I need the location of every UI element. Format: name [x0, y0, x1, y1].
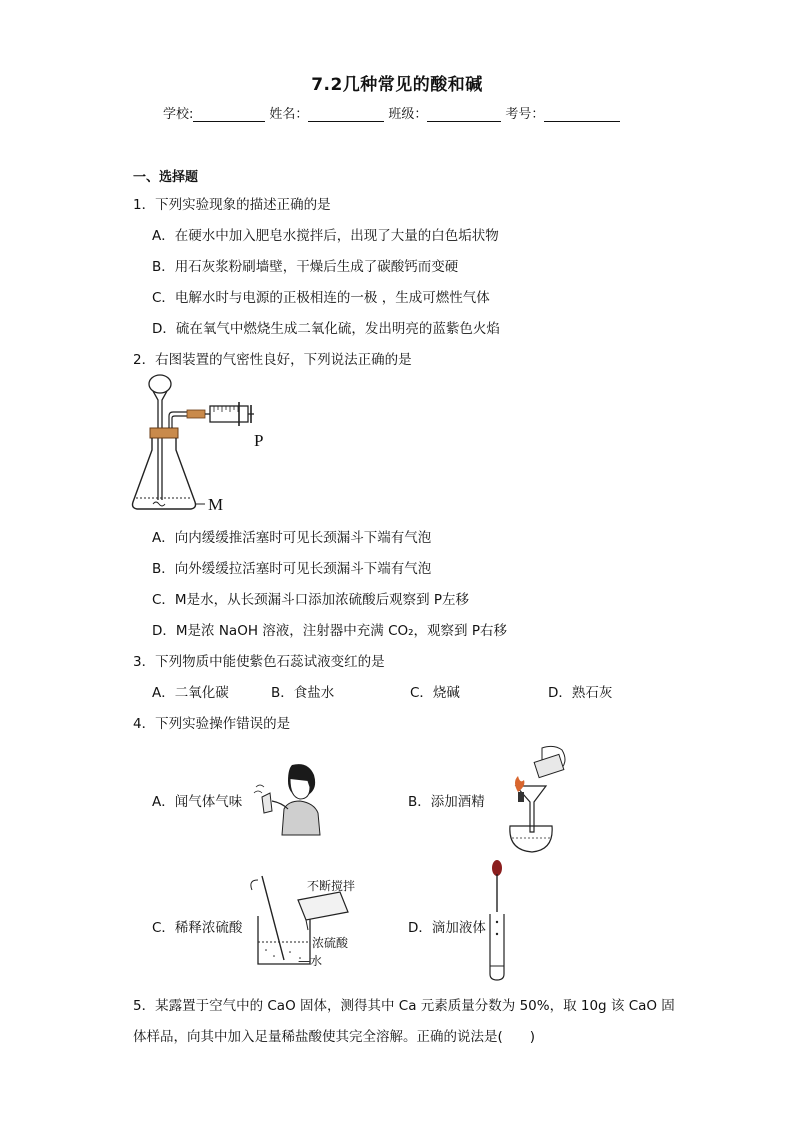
- lamp-wick: [518, 792, 524, 802]
- question-4-option-d: D．滴加液体: [408, 920, 486, 936]
- question-4-option-a: A．闻气体气味: [152, 794, 243, 810]
- syringe-scale: [214, 406, 238, 412]
- water-label: —水: [298, 954, 323, 968]
- question-2-option-b: B．向外缓缓拉活塞时可见长颈漏斗下端有气泡: [152, 561, 432, 577]
- face: [290, 779, 310, 799]
- water-label-text: 水: [310, 954, 323, 968]
- liquid-label-m: M: [208, 495, 224, 514]
- rubber-stopper: [150, 428, 178, 438]
- exam-number-blank[interactable]: [544, 107, 620, 122]
- rubber-connector: [187, 410, 205, 418]
- test-tube: [490, 914, 504, 980]
- pointer-label-p: P: [254, 431, 264, 450]
- alcohol-bottle: [534, 754, 564, 777]
- question-1-option-d: D．硫在氧气中燃烧生成二氧化硫，发出明亮的蓝紫色火焰: [152, 321, 500, 337]
- glass-rod: [262, 876, 284, 960]
- syringe-barrel: [210, 406, 248, 422]
- question-5-stem-line-1: 5．某露置于空气中的 CaO 固体，测得其中 Ca 元素质量分数为 50%，取 10g 该 CaO 固: [133, 998, 675, 1014]
- dropping-liquid-figure: [484, 858, 514, 983]
- question-1-option-b: B．用石灰浆粉刷墙壁，干燥后生成了碳酸钙而变硬: [152, 259, 459, 275]
- question-2-stem: 2．右图装置的气密性良好，下列说法正确的是: [133, 352, 412, 368]
- section-heading: 一、选择题: [133, 170, 199, 185]
- stir-arrow: [251, 880, 258, 890]
- question-4-option-c: C．稀释浓硫酸: [152, 920, 243, 936]
- student-info-line: [163, 103, 624, 122]
- question-3-option-d: D．熟石灰: [548, 685, 613, 701]
- question-3-option-c: C．烧碱: [410, 685, 460, 701]
- question-1-option-c: C．电解水时与电源的正极相连的一极 ，生成可燃性气体: [152, 290, 490, 306]
- question-2-option-c: C．M是水，从长颈漏斗口添加浓硫酸后观察到 P左移: [152, 592, 470, 608]
- flask-syringe-apparatus-figure: [125, 372, 255, 520]
- question-2-option-a: A．向内缓缓推活塞时可见长颈漏斗下端有气泡: [152, 530, 432, 546]
- acid-label: 浓硫酸: [312, 936, 349, 950]
- question-5-stem-line-2: 体样品，向其中加入足量稀盐酸使其完全溶解。正确的说法是( ): [133, 1029, 536, 1045]
- shirt: [282, 801, 320, 835]
- school-label: 学校:: [163, 107, 194, 122]
- dropper-bulb: [492, 860, 502, 876]
- exam-number-label: 考号：: [505, 107, 545, 122]
- question-1-stem: 1．下列实验现象的描述正确的是: [133, 197, 331, 213]
- alcohol-lamp: [510, 826, 552, 852]
- question-1-option-a: A．在硬水中加入肥皂水搅拌后，出现了大量的白色垢状物: [152, 228, 499, 244]
- name-label: 姓名：: [269, 107, 309, 122]
- smelling-gas-figure: [248, 757, 324, 837]
- stir-label: 不断搅拌: [307, 879, 356, 893]
- question-3-option-b: B．食盐水: [271, 685, 335, 701]
- funnel-stem: [153, 391, 167, 500]
- name-blank[interactable]: [308, 107, 384, 122]
- question-4-option-b: B．添加酒精: [408, 794, 485, 810]
- question-2-option-d: D．M是浓 NaOH 溶液，注射器中充满 CO₂，观察到 P右移: [152, 623, 507, 639]
- funnel-bulb: [149, 375, 171, 393]
- class-blank[interactable]: [427, 107, 501, 122]
- page-title: 7.2几种常见的酸和碱: [311, 75, 483, 95]
- acid-bottle: [298, 892, 348, 920]
- bubbles: [153, 502, 165, 506]
- gas-bottle: [262, 793, 272, 813]
- school-blank[interactable]: [193, 107, 265, 122]
- question-3-option-a: A．二氧化碳: [152, 685, 229, 701]
- question-4-stem: 4．下列实验操作错误的是: [133, 716, 291, 732]
- adding-alcohol-figure: [492, 740, 572, 860]
- flame: [515, 776, 524, 792]
- question-3-stem: 3．下列物质中能使紫色石蕊试液变红的是: [133, 654, 385, 670]
- class-label: 班级：: [388, 107, 428, 122]
